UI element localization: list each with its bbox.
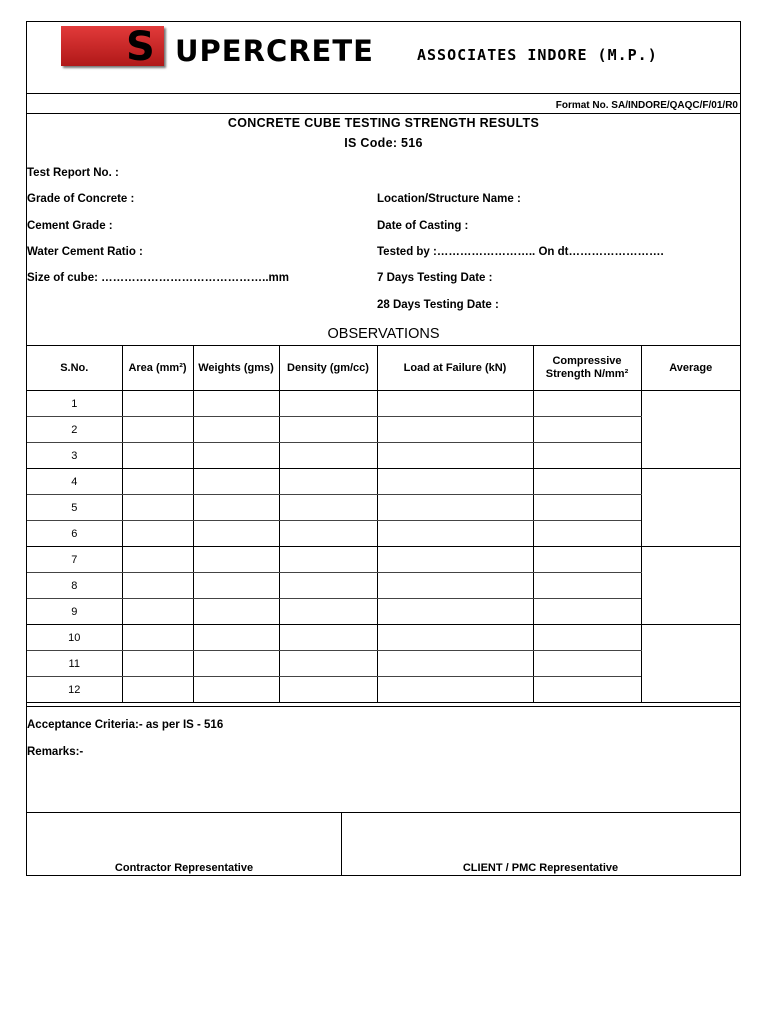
data-cell xyxy=(122,521,193,547)
divider xyxy=(27,706,740,707)
serial-number-cell: 2 xyxy=(27,417,122,443)
data-cell xyxy=(122,547,193,573)
water-cement-ratio-field: Water Cement Ratio : xyxy=(27,246,143,258)
data-cell xyxy=(533,599,641,625)
data-cell xyxy=(533,417,641,443)
table-row xyxy=(27,391,740,417)
data-cell xyxy=(377,391,533,417)
data-cell xyxy=(122,469,193,495)
data-cell xyxy=(193,391,279,417)
serial-number-cell: 5 xyxy=(27,495,122,521)
test-report-field: Test Report No. : xyxy=(27,167,119,179)
table-row xyxy=(27,547,740,573)
data-cell xyxy=(533,443,641,469)
table-row xyxy=(27,599,740,625)
column-header: Weights (gms) xyxy=(193,346,279,391)
data-cell xyxy=(193,495,279,521)
serial-number-cell: 4 xyxy=(27,469,122,495)
average-cell xyxy=(641,469,740,547)
is-code: IS Code: 516 xyxy=(344,136,423,150)
data-cell xyxy=(122,573,193,599)
table-row xyxy=(27,625,740,651)
data-cell xyxy=(279,651,377,677)
data-cell xyxy=(122,417,193,443)
data-cell xyxy=(377,625,533,651)
serial-number-cell: 1 xyxy=(27,391,122,417)
data-cell xyxy=(533,547,641,573)
divider xyxy=(27,812,740,813)
observations-table xyxy=(27,345,740,703)
data-cell xyxy=(533,391,641,417)
table-row xyxy=(27,469,740,495)
contractor-signature-label: Contractor Representative xyxy=(114,862,254,874)
serial-number-cell: 10 xyxy=(27,625,122,651)
average-cell xyxy=(641,547,740,625)
data-cell xyxy=(279,573,377,599)
divider xyxy=(27,113,740,114)
serial-number-cell: 11 xyxy=(27,651,122,677)
data-cell xyxy=(122,677,193,703)
28-days-date-field: 28 Days Testing Date : xyxy=(377,299,499,311)
data-cell xyxy=(193,625,279,651)
data-cell xyxy=(377,417,533,443)
serial-number-cell: 9 xyxy=(27,599,122,625)
data-cell xyxy=(122,443,193,469)
data-cell xyxy=(193,417,279,443)
data-cell xyxy=(279,521,377,547)
column-header: Density (gm/cc) xyxy=(279,346,377,391)
column-header: Area (mm²) xyxy=(122,346,193,391)
cement-grade-field: Cement Grade : xyxy=(27,220,113,232)
serial-number-cell: 7 xyxy=(27,547,122,573)
column-header: Average xyxy=(641,346,740,391)
company-location: ASSOCIATES INDORE (M.P.) xyxy=(417,46,658,64)
data-cell xyxy=(279,495,377,521)
casting-date-field: Date of Casting : xyxy=(377,220,469,232)
serial-number-cell: 3 xyxy=(27,443,122,469)
serial-number-cell: 12 xyxy=(27,677,122,703)
data-cell xyxy=(377,443,533,469)
data-cell xyxy=(193,677,279,703)
data-cell xyxy=(377,495,533,521)
data-cell xyxy=(193,469,279,495)
divider xyxy=(27,93,740,94)
tested-by-field: Tested by :…………………….. On dt……………………. xyxy=(377,246,664,258)
data-cell xyxy=(193,651,279,677)
acceptance-criteria: Acceptance Criteria:- as per IS - 516 xyxy=(27,719,224,731)
data-cell xyxy=(193,573,279,599)
column-header: Load at Failure (kN) xyxy=(377,346,533,391)
table-row xyxy=(27,651,740,677)
data-cell xyxy=(377,521,533,547)
grade-field: Grade of Concrete : xyxy=(27,193,135,205)
data-cell xyxy=(122,599,193,625)
table-header-row xyxy=(27,346,740,391)
client-signature-label: CLIENT / PMC Representative xyxy=(462,862,619,874)
format-number: Format No. SA/INDORE/QAQC/F/01/R0 xyxy=(555,100,738,111)
logo-wordmark: UPERCRETE xyxy=(175,34,374,68)
data-cell xyxy=(279,391,377,417)
column-header: Compressive Strength N/mm² xyxy=(533,346,641,391)
table-row xyxy=(27,573,740,599)
data-cell xyxy=(279,547,377,573)
company-header xyxy=(27,22,740,93)
data-cell xyxy=(122,391,193,417)
average-cell xyxy=(641,625,740,703)
table-row xyxy=(27,495,740,521)
observations-heading: OBSERVATIONS xyxy=(327,326,440,342)
table-row xyxy=(27,677,740,703)
report-sheet xyxy=(26,21,741,876)
data-cell xyxy=(279,599,377,625)
data-cell xyxy=(122,651,193,677)
data-cell xyxy=(533,677,641,703)
cube-size-field: Size of cube: ……………………………………..mm xyxy=(27,272,289,284)
report-title: CONCRETE CUBE TESTING STRENGTH RESULTS xyxy=(227,116,540,130)
data-cell xyxy=(377,651,533,677)
data-cell xyxy=(279,625,377,651)
7-days-date-field: 7 Days Testing Date : xyxy=(377,272,493,284)
data-cell xyxy=(279,417,377,443)
data-cell xyxy=(377,469,533,495)
logo-letter: S xyxy=(126,24,155,70)
data-cell xyxy=(193,599,279,625)
location-field: Location/Structure Name : xyxy=(377,193,521,205)
average-cell xyxy=(641,391,740,469)
data-cell xyxy=(122,625,193,651)
data-cell xyxy=(533,495,641,521)
data-cell xyxy=(377,599,533,625)
data-cell xyxy=(193,443,279,469)
data-cell xyxy=(533,625,641,651)
remarks: Remarks:- xyxy=(27,746,84,758)
serial-number-cell: 8 xyxy=(27,573,122,599)
data-cell xyxy=(533,521,641,547)
data-cell xyxy=(279,677,377,703)
table-row xyxy=(27,417,740,443)
data-cell xyxy=(533,573,641,599)
table-row xyxy=(27,521,740,547)
serial-number-cell: 6 xyxy=(27,521,122,547)
data-cell xyxy=(533,469,641,495)
data-cell xyxy=(377,677,533,703)
column-header: S.No. xyxy=(27,346,122,391)
data-cell xyxy=(279,443,377,469)
data-cell xyxy=(193,547,279,573)
data-cell xyxy=(533,651,641,677)
table-row xyxy=(27,443,740,469)
data-cell xyxy=(279,469,377,495)
data-cell xyxy=(193,521,279,547)
data-cell xyxy=(122,495,193,521)
data-cell xyxy=(377,573,533,599)
data-cell xyxy=(377,547,533,573)
